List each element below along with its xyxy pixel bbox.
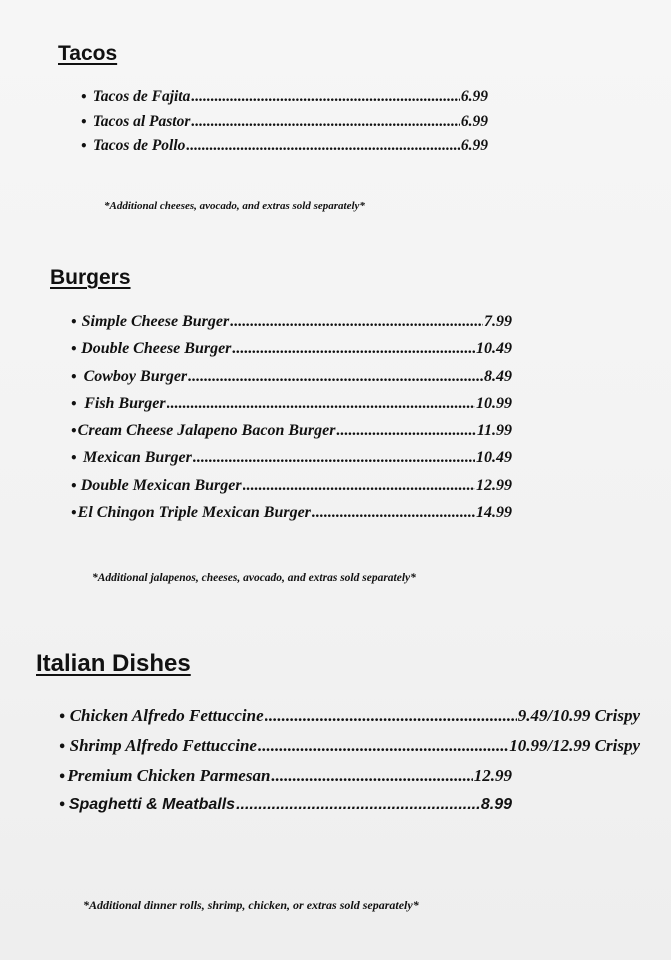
item-name: Cream Cheese Jalapeno Bacon Burger (77, 422, 336, 440)
tacos-list (80, 88, 488, 162)
item-name: Cowboy Burger (83, 367, 188, 385)
item-name: Double Mexican Burger (80, 476, 242, 494)
dot-leader (336, 422, 475, 440)
dot-leader (232, 340, 475, 358)
menu-item (80, 137, 488, 162)
item-name: Mexican Burger (82, 449, 192, 467)
item-name: Tacos al Pastor (92, 112, 191, 130)
item-price: 14.99 (476, 504, 512, 522)
item-name: Chicken Alfredo Fettuccine (69, 706, 264, 725)
menu-item (80, 88, 488, 113)
bullet-icon: • (70, 342, 78, 357)
item-name: Shrimp Alfredo Fettuccine (69, 736, 257, 755)
bullet-icon: • (70, 451, 78, 466)
item-price: 6.99 (460, 112, 488, 130)
dot-leader (193, 449, 475, 467)
dot-leader (188, 368, 483, 386)
item-name: Tacos de Fajita (92, 88, 191, 105)
italian-list (58, 706, 640, 826)
dot-leader (191, 88, 460, 106)
item-price: 10.49 (476, 449, 512, 467)
menu-item (70, 504, 512, 531)
menu-item (58, 706, 640, 736)
item-price: 9.49/10.99 Crispy (517, 706, 640, 725)
item-name: Fish Burger (84, 394, 166, 412)
item-name: El Chingon Triple Mexican Burger (77, 504, 311, 522)
menu-item (58, 736, 640, 766)
bullet-icon: • (80, 114, 88, 129)
item-price: 6.99 (460, 137, 488, 154)
item-price: 10.99/12.99 Crispy (509, 736, 640, 755)
bullet-icon: • (80, 90, 88, 104)
burgers-note: *Additional jalapenos, cheeses, avocado, and extras sold separately* (92, 572, 416, 584)
item-price: 10.49 (476, 340, 512, 358)
dot-leader (236, 796, 480, 814)
italian-heading: Italian Dishes (36, 650, 191, 677)
item-name: Premium Chicken Parmesan (67, 766, 271, 785)
bullet-icon: • (58, 710, 67, 725)
item-price: 8.99 (480, 796, 512, 813)
item-price: 12.99 (473, 766, 512, 785)
dot-leader (230, 313, 483, 331)
dot-leader (186, 137, 459, 155)
item-price: 12.99 (476, 476, 512, 494)
burgers-list (70, 313, 512, 531)
bullet-icon: • (70, 315, 78, 329)
menu-item (70, 477, 512, 504)
item-name: Spaghetti & Meatballs (68, 796, 236, 813)
bullet-icon: • (70, 396, 78, 411)
item-price: 11.99 (476, 422, 512, 440)
menu-item (80, 113, 488, 138)
item-name: Simple Cheese Burger (81, 313, 230, 330)
dot-leader (191, 113, 460, 131)
bullet-icon: • (70, 506, 78, 521)
menu-item (70, 449, 512, 476)
menu-item (58, 766, 512, 796)
dot-leader (265, 706, 517, 726)
bullet-icon: • (80, 139, 88, 153)
menu-item (70, 313, 512, 340)
italian-note: *Additional dinner rolls, shrimp, chicken, or extras sold separately* (83, 898, 419, 912)
dot-leader (258, 736, 508, 756)
menu-item (70, 422, 512, 449)
item-price: 7.99 (484, 313, 512, 330)
item-price: 8.49 (484, 367, 512, 385)
bullet-icon: • (70, 369, 78, 384)
bullet-icon: • (70, 424, 78, 439)
menu-item (70, 340, 512, 367)
dot-leader (312, 504, 475, 522)
bullet-icon: • (70, 478, 78, 493)
item-price: 10.99 (476, 394, 512, 412)
bullet-icon: • (58, 798, 67, 813)
burgers-heading: Burgers (50, 266, 131, 289)
bullet-icon: • (58, 740, 67, 755)
menu-item (58, 796, 512, 826)
menu-item (70, 395, 512, 422)
tacos-heading: Tacos (58, 42, 118, 65)
dot-leader (167, 395, 475, 413)
item-name: Tacos de Pollo (93, 137, 186, 154)
item-price: 6.99 (460, 88, 488, 105)
tacos-note: *Additional cheeses, avocado, and extras sold separately* (104, 200, 365, 212)
menu-item (70, 368, 512, 395)
item-name: Double Cheese Burger (81, 340, 232, 358)
bullet-icon: • (58, 770, 67, 785)
dot-leader (271, 766, 472, 786)
dot-leader (243, 477, 475, 495)
